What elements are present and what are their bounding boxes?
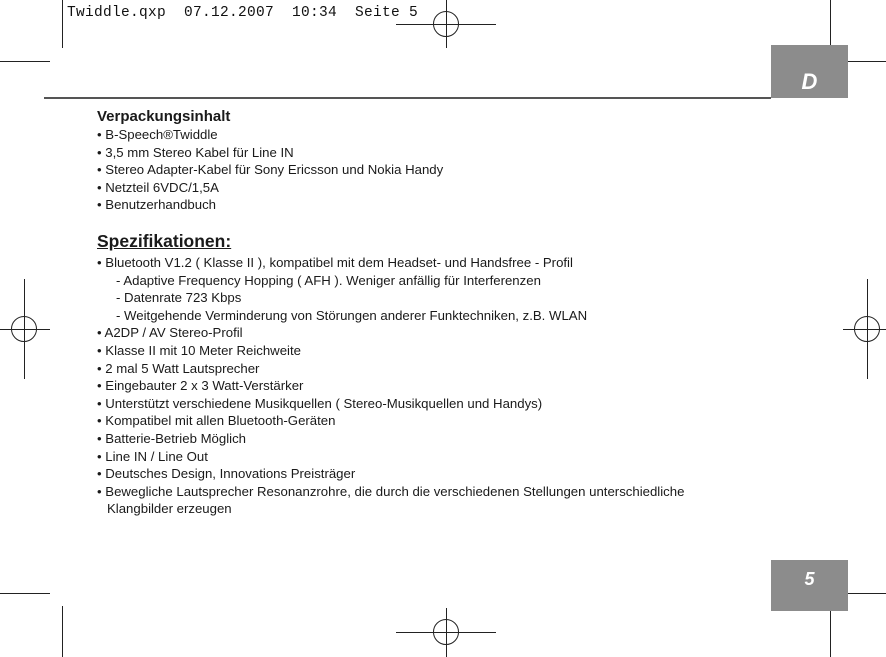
list-item: • B-Speech®Twiddle <box>97 127 218 142</box>
list-item-continuation: Klangbilder erzeugen <box>107 501 232 517</box>
list-item: • Kompatibel mit allen Bluetooth-Geräten <box>97 413 336 429</box>
list-item: • Stereo Adapter-Kabel für Sony Ericsson und Nokia Handy <box>97 162 444 178</box>
list-item: • Unterstützt verschiedene Musikquellen ( Stereo-Musikquellen und Handys) <box>97 395 543 411</box>
sub-list-item: - Adaptive Frequency Hopping ( AFH ). Weniger anfällig für Interferenzen <box>116 272 541 288</box>
list-item: • 2 mal 5 Watt Lautsprecher <box>97 360 260 376</box>
list-item: • Line IN / Line Out <box>97 448 208 464</box>
list-item: • Bluetooth V1.2 ( Klasse II ), kompatibel mit dem Headset- und Handsfree - Profil <box>97 254 573 270</box>
list-item: • Bewegliche Lautsprecher Resonanzrohre, die durch die verschiedenen Stellungen unterschiedliche <box>97 483 685 499</box>
page-number-tab: 5 <box>771 560 848 611</box>
sub-list-item: - Weitgehende Verminderung von Störungen anderer Funktechniken, z.B. WLAN <box>116 307 588 323</box>
list-item: • Benutzerhandbuch <box>97 197 216 213</box>
packaging-heading: Verpackungsinhalt <box>97 108 231 125</box>
sub-list-item: - Datenrate 723 Kbps <box>116 290 242 306</box>
specs-list <box>97 254 777 518</box>
list-item: • Klasse II mit 10 Meter Reichweite <box>97 342 301 358</box>
list-item: • A2DP / AV Stereo-Profil <box>97 325 243 341</box>
print-slug: Twiddle.qxp 07.12.2007 10:34 Seite 5 <box>67 5 419 21</box>
list-item: • Batterie-Betrieb Möglich <box>97 430 247 446</box>
list-item: • Eingebauter 2 x 3 Watt-Verstärker <box>97 378 304 394</box>
list-item: • Netzteil 6VDC/1,5A <box>97 179 219 195</box>
language-tab: D <box>771 45 848 98</box>
list-item: • 3,5 mm Stereo Kabel für Line IN <box>97 144 294 160</box>
list-item: • Deutsches Design, Innovations Preisträger <box>97 466 356 482</box>
packaging-list <box>97 126 777 214</box>
header-rule <box>44 97 771 99</box>
specs-heading: Spezifikationen: <box>97 230 232 251</box>
page-content <box>97 108 777 518</box>
